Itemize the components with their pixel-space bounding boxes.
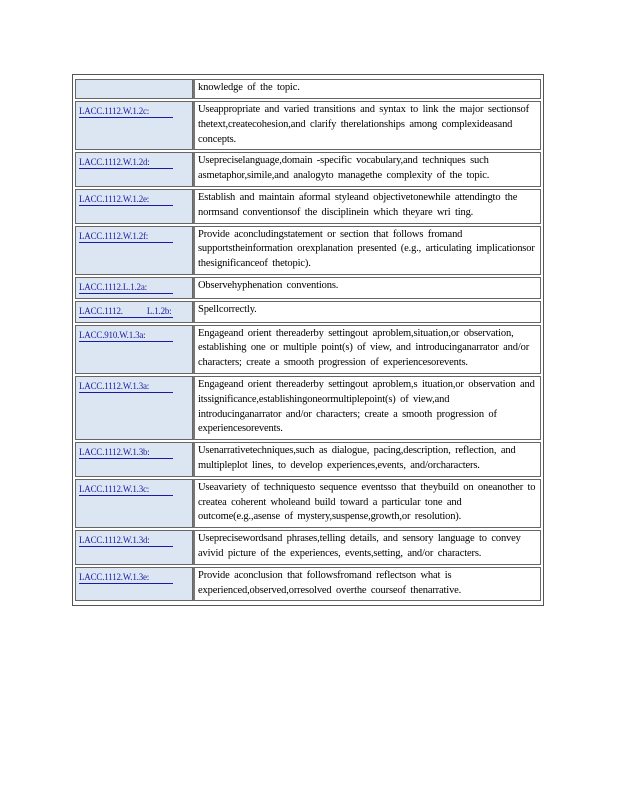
standard-code-cell (75, 277, 193, 299)
standard-code-cell (75, 101, 193, 150)
standard-code-link[interactable]: LACC.1112.W.1.3c: (79, 483, 173, 496)
standard-code-link[interactable]: LACC.1112.W.1.2c: (79, 105, 173, 118)
table-row (75, 325, 541, 374)
standard-code-link[interactable]: LACC.1112.W.1.2d: (79, 156, 173, 169)
table-row (75, 189, 541, 224)
table-row (75, 79, 541, 99)
standard-text-cell (193, 189, 541, 224)
standard-text-cell (193, 567, 541, 602)
standard-text-cell (193, 442, 541, 477)
standard-text-cell (193, 152, 541, 187)
standard-code-cell (75, 376, 193, 440)
standard-code-link[interactable]: LACC.910.W.1.3a: (79, 329, 173, 342)
table-row (75, 152, 541, 187)
standard-description: Spellcorrectly. (198, 303, 257, 315)
standard-description: Provide aconcludingstatement or section that follows fromand supportstheinformation orexplanation presented (e.g., articulating implicationsor thesignificanceof thetopic). (198, 228, 535, 270)
standard-text-cell (193, 325, 541, 374)
standard-code-link[interactable]: LACC.1112.W.1.2e: (79, 193, 173, 206)
standards-rows (75, 79, 541, 601)
standard-code-cell (75, 79, 193, 99)
standard-text-cell (193, 530, 541, 565)
table-row (75, 101, 541, 150)
standard-code-cell (75, 479, 193, 528)
standard-code-cell (75, 152, 193, 187)
table-row (75, 226, 541, 275)
table-row (75, 376, 541, 440)
standard-description: Engageand orient thereaderby settingout aproblem,s ituation,or observation and itssignificance,establishingoneormultiplepoint(s) of view,and introducinganarrator and/or characters; create a smooth progression of experiencesorevents. (198, 378, 535, 435)
standard-text-cell (193, 79, 541, 99)
standard-description: Engageand orient thereaderby settingout aproblem,situation,or observation, establishing one or multiple point(s) of view, and introducinganarrator and/or characters; create a smooth progression of experiencesorevents. (198, 327, 530, 369)
standard-code-link[interactable]: LACC.1112.L.1.2a: (79, 281, 173, 294)
standard-description: Provide aconclusion that followsfromand reflectson what is experienced,observed,orresolved overthe courseof thenarrative. (198, 569, 462, 596)
standard-code-cell (75, 530, 193, 565)
standard-text-cell (193, 376, 541, 440)
standard-code-cell (75, 567, 193, 602)
standard-description: Usenarrativetechniques,such as dialogue, pacing,description, reflection, and multipleplot lines, to develop experiences,events, and/orcharacters. (198, 445, 516, 471)
standard-description: knowledge of the topic. (198, 82, 300, 93)
standards-grid (75, 77, 541, 603)
standard-description: Usepreciselanguage,domain -specific vocabulary,and techniques such asmetaphor,simile,and analogyto managethe complexity of the topic. (198, 155, 490, 182)
table-row (75, 530, 541, 565)
standard-text-cell (193, 479, 541, 528)
standard-code-link[interactable]: LACC.1112.W.1.3b: (79, 446, 173, 459)
standard-code-link[interactable]: LACC.1112.W.1.3a: (79, 380, 173, 393)
table-row (75, 567, 541, 602)
standard-code-cell (75, 442, 193, 477)
standard-description: Useappropriate and varied transitions and syntax to link the major sectionsof thetext,createcohesion,and clarify therelationships among complexideasand concepts. (198, 104, 529, 145)
table-row (75, 479, 541, 528)
standard-code-cell (75, 301, 193, 323)
standard-code-cell (75, 226, 193, 275)
table-row (75, 301, 541, 323)
standard-description: Establish and maintain aformal styleand objectivetonewhile attendingto the normsand conventionsof the disciplinein which theyare wri ting. (198, 191, 518, 218)
standard-code-link[interactable]: LACC.1112.W.1.2f: (79, 230, 173, 243)
standard-description: Useavariety of techniquesto sequence eventsso that theybuild on oneanother to createa coherent wholeand build toward a particular tone and outcome(e.g.,asense of mystery,suspense,growth,or resolution). (198, 481, 536, 523)
standard-code-cell (75, 189, 193, 224)
standard-text-cell (193, 301, 541, 323)
standard-code-link[interactable]: LACC.1112. L.1.2b: (79, 305, 172, 316)
standard-description: Useprecisewordsand phrases,telling details, and sensory language to convey avivid picture of the experiences, events,setting, and/or characters. (198, 533, 521, 559)
standard-text-cell (193, 226, 541, 275)
standard-code-link[interactable]: LACC.1112.W.1.3d: (79, 534, 173, 547)
table-row (75, 442, 541, 477)
standard-text-cell (193, 101, 541, 150)
standard-code-cell (75, 325, 193, 374)
table-row (75, 277, 541, 299)
standard-description: Observehyphenation conventions. (198, 279, 339, 291)
standard-text-cell (193, 277, 541, 299)
standards-table (72, 74, 544, 606)
standard-code-link[interactable]: LACC.1112.W.1.3e: (79, 571, 173, 584)
